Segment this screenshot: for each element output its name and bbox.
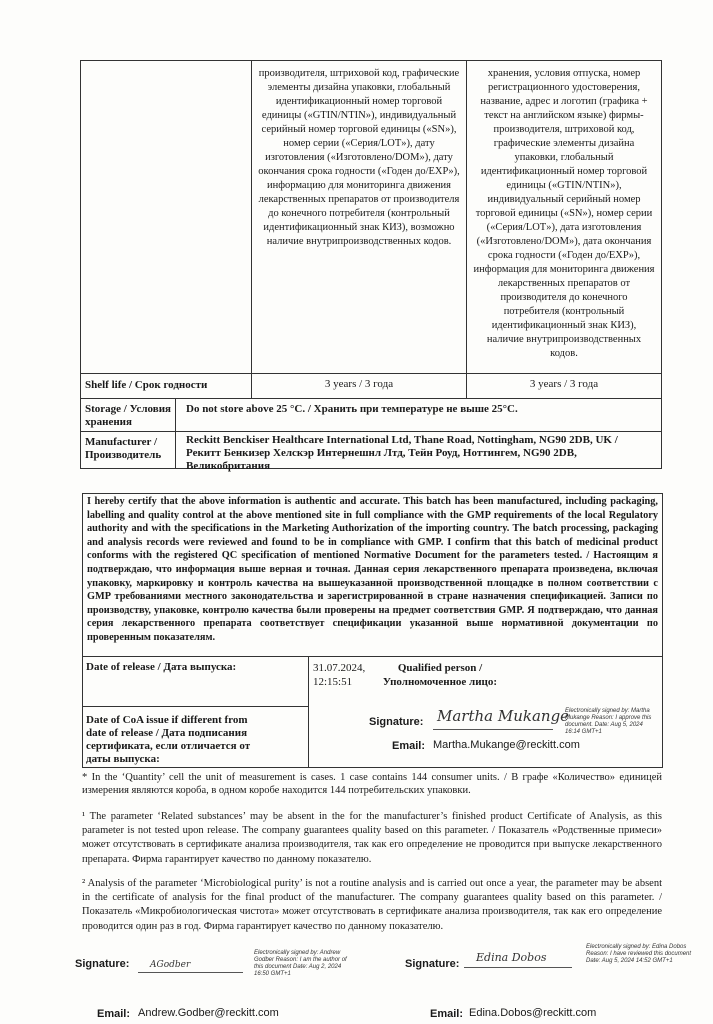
shelf-life-value-col3: 3 years / 3 года <box>529 378 599 390</box>
certification-text: I hereby certify that the above information is authentic and accurate. This batch has been manufactured, including packaging, labelling and quality control at the above mentioned site in full compliance with the GMP requirements of the local Regulatory authority and with the specifications in the Marketing Authorization of the importing country. The batch processing, packaging and analysis records were reviewed and found to be in compliance with GMP. I confirm that this batch of medicinal product conforms with the registered QC specification of mentioned Normative Document for the parameters tested. / Настоящим я подтверждаю, что информация выше верная и точная. Данная серия лекарственного препарата произведена, включая упаковку, маркировку и контроль качества на вышеуказанной производственной площадке в полном соответствии с GMP требованиями местного законодательства и зарегистрированной в стране назначения спецификацией. Записи по производству, упаковке, контролю качества были проверены на предмет соответствия GMP. Я подтверждаю, что данная серия лекарственного препарата соответствует спецификации указанной выше нормативной документации по проверенным показателям. <box>87 496 658 643</box>
storage-value-cell <box>175 398 662 432</box>
reviewer-signature-image: Edina Dobos <box>476 951 547 964</box>
coa-issue-date-label: Date of CoA issue if different from date of release / Дата подписания сертификата, если отличается от даты выпуска: <box>86 714 251 765</box>
manufacturer-label-cell <box>80 431 176 469</box>
reviewer-email-label: Email: <box>430 1008 464 1020</box>
author-email-label: Email: <box>97 1008 131 1020</box>
author-email: Andrew.Godber@reckitt.com <box>138 1007 279 1019</box>
labeling-text-col2: производителя, штриховой код, графические элементы дизайна упаковки, глобальный идентификационный номер торговой единицы («GTIN/NTIN»), индивидуальный серийный номер торговой единицы («SN»), номер серии («Серия/LOT»), дату изготовления («Изготовлено/DOM»), дату окончания срока годности («Годен до/EXP»), информацию для мониторинга движения лекарственных препаратов от производителя до конечного потребителя (контрольный идентификационный знак КИЗ), возможно наличие внутрипроизводственных кодов. <box>258 68 460 247</box>
shelf-life-label-cell <box>80 373 252 399</box>
note-quantity: * In the ‘Quantity’ cell the unit of measurement is cases. 1 case contains 144 consumer units. / В графе «Количество» единицей измерения являются короба, в одном коробе находится 144 потребительских упаковки. <box>82 772 662 796</box>
note-microbiological-purity: ² Analysis of the parameter ‘Microbiological purity’ is not a routine analysis and is carried out once a year, the parameter may be absent in the certificate of analysis for the final product of the manufacturer. The company guarantees quality based on this parameter. / Показатель «Микробиологическая чистота» может отсутствовать в сертификате анализа производителя, так как его определение проводится один раз в год. Фирма гарантирует качество по данному показателю. <box>82 878 662 932</box>
certification-box <box>82 493 663 657</box>
shelf-life-col2-cell <box>251 373 467 399</box>
reviewer-signature-line <box>464 967 572 968</box>
reviewer-esign-stamp: Electronically signed by: Edina Dobos Reason: I have reviewed this document Date: Aug 5, 2024 14:52 GMT+1 <box>586 944 692 964</box>
qualified-person-label: Qualified person / Уполномоченное лицо: <box>382 662 498 688</box>
author-signature-line <box>138 972 243 973</box>
release-left-divider <box>308 656 309 768</box>
date-of-release-label: Date of release / Дата выпуска: <box>86 661 237 673</box>
author-signature-label: Signature: <box>75 958 130 970</box>
qp-signature-image: Martha Mukange <box>437 707 570 725</box>
qp-email-label: Email: <box>392 740 426 752</box>
storage-label: Storage / Условия хранения <box>85 403 171 428</box>
release-mid-divider <box>82 706 308 707</box>
shelf-life-label: Shelf life / Срок годности <box>85 379 208 391</box>
manufacturer-label: Manufacturer / Производитель <box>85 436 162 461</box>
shelf-life-col3-cell <box>466 373 662 399</box>
qp-signature-line <box>433 729 553 730</box>
reviewer-signature-label: Signature: <box>405 958 460 970</box>
qp-email: Martha.Mukange@reckitt.com <box>433 739 580 751</box>
storage-label-cell <box>80 398 176 432</box>
labeling-text-col3: хранения, условия отпуска, номер регистрационного удостоверения, название, адрес и логотип (графика + текст на английском языке) фирмы-производителя, штриховой код, графические элементы дизайна упаковки, глобальный идентификационный номер торговой единицы («GTIN/NTIN»), индивидуальный серийный номер торговой единицы («SN»), номер серии («Серия/LOT»), дата изготовления («Изготовлено/DOM»), дата окончания срока годности («Годен до/EXP»), информация для мониторинга движения лекарственных препаратов от производителя до конечного потребителя (контрольный идентификационный знак КИЗ), наличие внутрипроизводственных кодов. <box>473 68 655 359</box>
date-of-release-value: 31.07.2024, 12:15:51 <box>313 662 366 688</box>
note-related-substances: ¹ The parameter ‘Related substances’ may be absent in the for the manufacturer’s finished product Certificate of Analysis, as this parameter is not tested upon release. The company guarantees quality based on this parameter. / Показатель «Родственные примеси» может отсутствовать в сертификате анализа производителя, так как его определение не проводится при выпуске лекарственного препарата. Фирма гарантирует качество по данному показателю. <box>82 811 662 865</box>
author-signature-image: AGodber <box>150 960 191 970</box>
manufacturer-value-cell <box>175 431 662 472</box>
shelf-life-value-col2: 3 years / 3 года <box>324 378 394 390</box>
table-cell-col2 <box>251 60 467 374</box>
qp-esign-stamp: Electronically signed by: Martha Mukange Reason: I approve this document. Date: Aug 5, 2024 16:14 GMT+1 <box>565 708 652 735</box>
storage-value: Do not store above 25 °C. / Хранить при температуре не выше 25°C. <box>186 403 518 415</box>
manufacturer-value: Reckitt Benckiser Healthcare International Ltd, Thane Road, Nottingham, NG90 2DB, UK / Рекитт Бенкизер Хелскэр Интернешнл Лтд, Тейн Роуд, Ноттингем, NG90 2DB, Великобритания <box>186 434 618 472</box>
reviewer-email: Edina.Dobos@reckitt.com <box>469 1007 597 1019</box>
table-cell-col1 <box>80 60 252 374</box>
author-esign-stamp: Electronically signed by: Andrew Godber Reason: I am the author of this document Date: Aug 2, 2024 16:50 GMT+1 <box>254 950 347 977</box>
qp-signature-label: Signature: <box>369 716 424 728</box>
table-cell-col3 <box>466 60 662 374</box>
